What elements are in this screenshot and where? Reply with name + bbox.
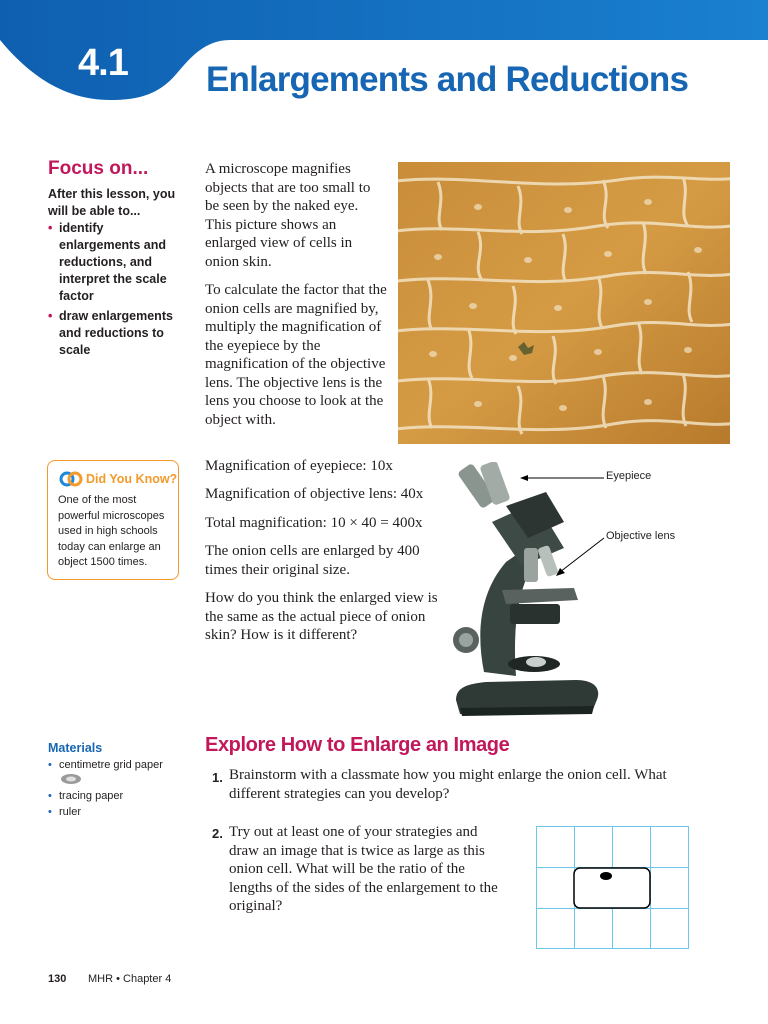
onion-cells-photo [398,162,730,444]
question-number: 2. [212,826,223,841]
explore-heading: Explore How to Enlarge an Image [205,734,510,756]
focus-item: • draw enlargements and reductions to scale [48,308,180,359]
materials-heading: Materials [48,741,103,755]
did-you-know-title: Did You Know? [86,472,178,486]
objective-magnification: Magnification of objective lens: 40x [205,486,424,502]
did-you-know-text: One of the most powerful microscopes used in high schools today can enlarge an object 1500 times. [58,494,165,568]
onion-cell-grid [536,826,689,949]
question-number: 1. [212,770,223,785]
eyepiece-label: Eyepiece [606,470,652,482]
calculation-paragraph: To calculate the factor that the onion cells are magnified by, multiply the magnification of the eyepiece by the magnification of the objective lens. The objective lens is the lens you choose to look at the object with. [205,282,387,428]
focus-intro: After this lesson, you will be able to... [48,187,176,218]
rings-icon [58,471,84,487]
material-item: • tracing paper [48,789,180,804]
material-item: • ruler [48,805,180,820]
objective-lens-label: Objective lens [606,530,676,542]
chapter-label: MHR • Chapter 4 [88,973,172,985]
material-item: • centimetre grid paper [48,758,180,773]
callout-lines [520,470,610,580]
page-number: 130 [48,973,67,985]
total-magnification: Total magnification: 10 × 40 = 400x [205,515,423,531]
page-title: Enlargements and Reductions [206,60,689,99]
focus-item: • identify enlargements and reductions, and interpret the scale factor [48,220,180,305]
materials-list [48,758,180,821]
tracing-paper-icon [60,773,82,785]
focus-heading: Focus on... [48,158,149,179]
question-text: Try out at least one of your strategies and draw an image that is twice as large as this onion cell. What will be the ratio of the lengths of the sides of the enlargement to the original? [229,824,498,914]
intro-paragraph: A microscope magnifies objects that are too small to be seen by the naked eye. This picture shows an enlarged view of cells in onion skin. [205,161,371,270]
enlargement-paragraph: The onion cells are enlarged by 400 times their original size. [205,543,420,578]
question-text: Brainstorm with a classmate how you might enlarge the onion cell. What different strategies can you develop? [229,767,667,802]
section-number: 4.1 [78,42,128,84]
did-you-know-callout [47,460,179,580]
eyepiece-magnification: Magnification of eyepiece: 10x [205,458,393,474]
comparison-question: How do you think the enlarged view is the same as the actual piece of onion skin? How is it different? [205,590,438,643]
focus-list [48,220,180,362]
